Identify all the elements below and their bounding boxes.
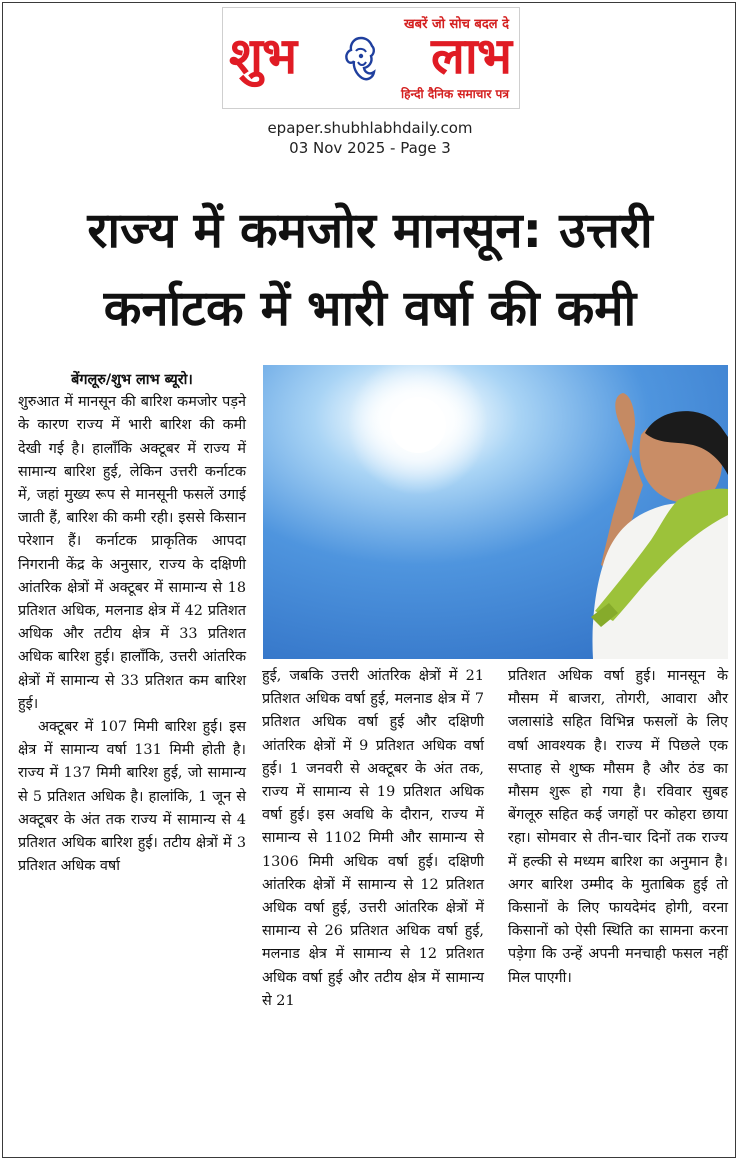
article-paragraph: अक्टूबर में 107 मिमी बारिश हुई। इस क्षेत्र में सामान्य वर्षा 131 मिमी होती है। राज्य में 137 मिमी बारिश हुई, जो सामान्य से 5 प्रतिशत अधिक है। हालांकि, 1 जून से अक्टूबर के अंत तक राज्य में सामान्य से 4 प्रतिशत अधिक बारिश हुई। तटीय क्षेत्रों में 3 प्रतिशत अधिक वर्षा xyxy=(18,719,246,875)
article-paragraph: प्रतिशत अधिक वर्षा हुई। मानसून के मौसम में बाजरा, तोगरी, आवारा और जलासांडे सहित विभिन्न फसलों के लिए वर्षा आवश्यक है। राज्य में पिछले एक सप्ताह से शुष्क मौसम है और ठंड का मौसम शुरू हो गया है। रविवार सुबह बेंगलूरु सहित कई जगहों पर कोहरा छाया रहा। सोमवार से तीन-चार दिनों तक राज्य में हल्की से मध्यम बारिश का अनुमान है। अगर बारिश उम्मीद के मुताबिक हुई तो किसानों के लिए फायदेमंद होगी, वरना किसानों को ऐसी स्थिति का सामना करना पड़ेगा कि उन्हें अपनी मनचाही फसल नहीं मिल पाएगी। xyxy=(508,668,728,986)
article-byline: बेंगलूरु/शुभ लाभ ब्यूरो। xyxy=(71,371,193,388)
publication-date-page: 03 Nov 2025 - Page 3 xyxy=(289,139,451,157)
sun-and-man-photo-icon xyxy=(263,365,728,659)
ganesh-icon xyxy=(340,34,382,84)
article-headline: राज्य में कमजोर मानसून: उत्तरी कर्नाटक में भारी वर्षा की कमी xyxy=(87,202,653,337)
article-paragraph: हुई, जबकि उत्तरी आंतरिक क्षेत्रों में 21 प्रतिशत अधिक वर्षा हुई, मलनाड क्षेत्र में 7 प्रतिशत अधिक वर्षा हुई और दक्षिणी आंतरिक क्षेत्रों में 9 प्रतिशत अधिक वर्षा हुई। 1 जनवरी से अक्टूबर के अंत तक, राज्य में सामान्य से 19 प्रतिशत अधिक वर्षा हुई। इस अवधि के दौरान, राज्य में सामान्य से 1102 मिमी और सामान्य से 1306 मिमी अधिक वर्षा हुई। दक्षिणी आंतरिक क्षेत्रों में सामान्य से 12 प्रतिशत अधिक वर्षा हुई, उत्तरी आंतरिक क्षेत्रों में सामान्य से 26 प्रतिशत अधिक वर्षा हुई, मलनाड क्षेत्र में सामान्य से 12 प्रतिशत अधिक वर्षा हुई और तटीय क्षेत्र में सामान्य से 21 xyxy=(262,668,484,1009)
brand-wordmark xyxy=(223,26,519,86)
brand-word-left: शुभ xyxy=(229,27,297,85)
brand-word-right: लाभ xyxy=(431,27,511,85)
article-column-3 xyxy=(508,665,728,990)
masthead-tagline: खबरें जो सोच बदल दे xyxy=(404,17,509,32)
article-column-2 xyxy=(262,665,484,1013)
article-paragraph: शुरुआत में मानसून की बारिश कमजोर पड़ने के कारण राज्य में भारी बारिश की कमी देखी गई है। हालाँकि अक्टूबर में राज्य में सामान्य बारिश हुई, लेकिन उत्तरी कर्नाटक में, जहां मुख्य रूप से मानसूनी फसलें उगाई जाती हैं, बारिश की कमी रही। इससे किसान परेशान हैं। कर्नाटक प्राकृतिक आपदा निगरानी केंद्र के अनुसार, राज्य के दक्षिणी आंतरिक क्षेत्रों में अक्टूबर में सामान्य से 18 प्रतिशत अधिक, मलनाड क्षेत्र में 42 प्रतिशत अधिक और तटीय क्षेत्र में 33 प्रतिशत अधिक बारिश हुई। हालाँकि, उत्तरी आंतरिक क्षेत्रों में सामान्य से 33 प्रतिशत कम बारिश हुई। xyxy=(18,394,246,712)
source-url[interactable]: epaper.shubhlabhdaily.com xyxy=(267,119,473,137)
article-column-1 xyxy=(18,368,246,878)
article-photo xyxy=(263,365,728,659)
masthead-subtitle: हिन्दी दैनिक समाचार पत्र xyxy=(400,87,509,101)
masthead-logo xyxy=(222,7,520,109)
